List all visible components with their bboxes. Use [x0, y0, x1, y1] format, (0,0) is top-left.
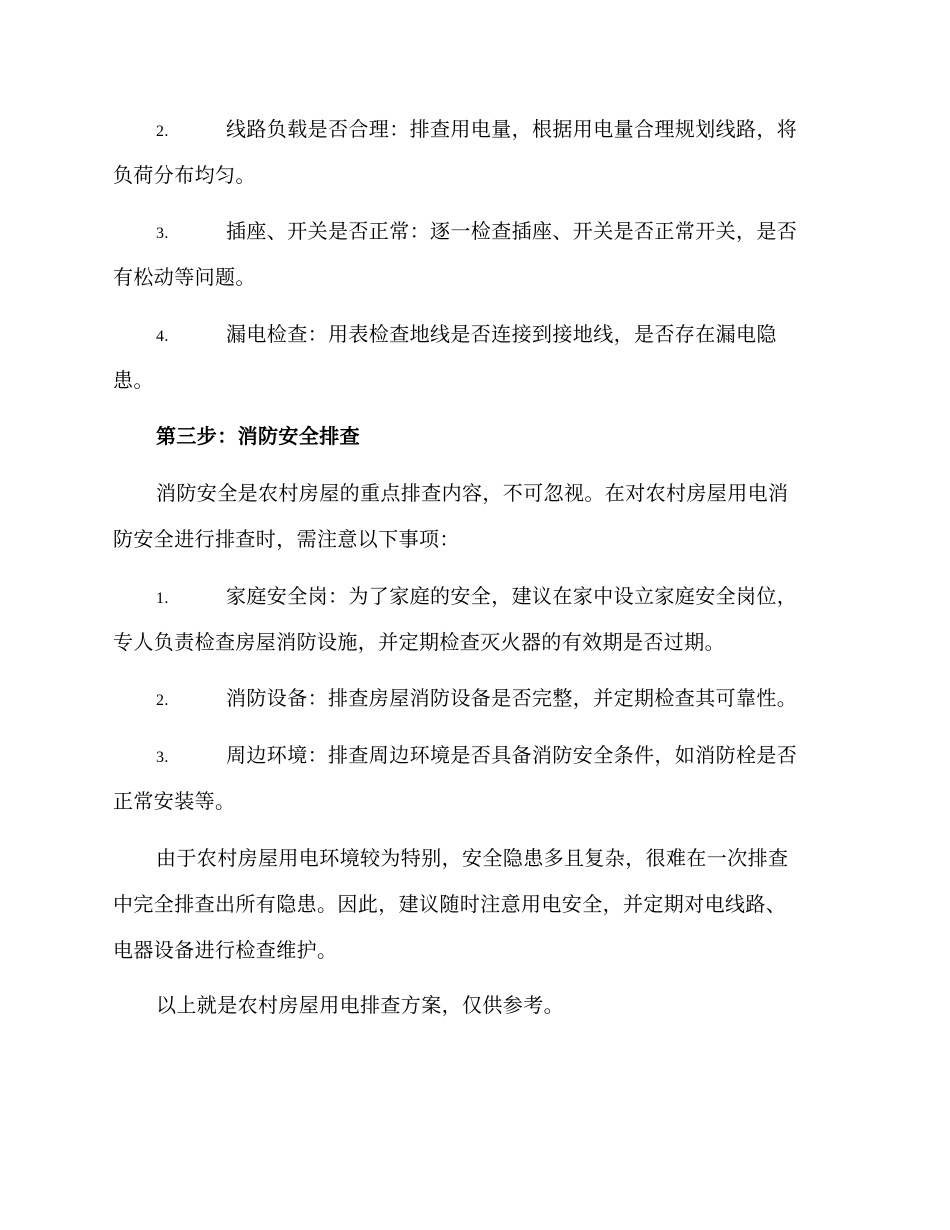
list-item-continuation: 正常安装等。 — [113, 789, 236, 813]
paragraph-continuation: 防安全进行排查时，需注意以下事项： — [113, 527, 460, 551]
list-item — [113, 675, 835, 721]
list-number: 4. — [156, 328, 169, 345]
list-number: 2. — [156, 123, 169, 140]
list-number: 2. — [156, 692, 169, 709]
list-item-text: 线路负载是否合理：排查用电量，根据用电量合理规划线路，将 — [226, 117, 798, 141]
list-item-text: 周边环境：排查周边环境是否具备消防安全条件，如消防栓是否 — [226, 743, 798, 767]
closing-paragraph — [113, 982, 835, 1028]
list-item-text: 漏电检查：用表检查地线是否连接到接地线，是否存在漏电隐 — [226, 322, 777, 346]
list-number: 3. — [156, 225, 169, 242]
list-item-continuation: 有松动等问题。 — [113, 265, 256, 289]
paragraph-text: 以上就是农村房屋用电排查方案，仅供参考。 — [156, 993, 564, 1017]
list-item-continuation: 患。 — [113, 368, 154, 392]
list-item — [113, 573, 835, 665]
list-item — [113, 311, 835, 403]
paragraph-text: 消防安全是农村房屋的重点排查内容，不可忽视。在对农村房屋用电消 — [156, 481, 789, 505]
paragraph-text: 由于农村房屋用电环境较为特别，安全隐患多且复杂，很难在一次排查 — [156, 846, 789, 870]
list-number: 1. — [156, 590, 169, 607]
section-heading — [113, 413, 835, 459]
list-item-continuation: 负荷分布均匀。 — [113, 163, 256, 187]
list-item — [113, 208, 835, 300]
list-item-text: 家庭安全岗：为了家庭的安全，建议在家中设立家庭安全岗位， — [226, 584, 798, 608]
section-heading-text: 第三步：消防安全排查 — [156, 424, 360, 448]
list-item-continuation: 专人负责检查房屋消防设施，并定期检查灭火器的有效期是否过期。 — [113, 630, 725, 654]
paragraph — [113, 470, 835, 562]
paragraph — [113, 835, 835, 973]
list-item-text: 消防设备：排查房屋消防设备是否完整，并定期检查其可靠性。 — [226, 686, 798, 710]
paragraph-continuation: 中完全排查出所有隐患。因此，建议随时注意用电安全，并定期对电线路、 — [113, 892, 787, 916]
list-item-text: 插座、开关是否正常：逐一检查插座、开关是否正常开关，是否 — [226, 219, 798, 243]
list-item — [113, 106, 835, 198]
list-item — [113, 732, 835, 824]
paragraph-continuation: 电器设备进行检查维护。 — [113, 938, 338, 962]
list-number: 3. — [156, 749, 169, 766]
